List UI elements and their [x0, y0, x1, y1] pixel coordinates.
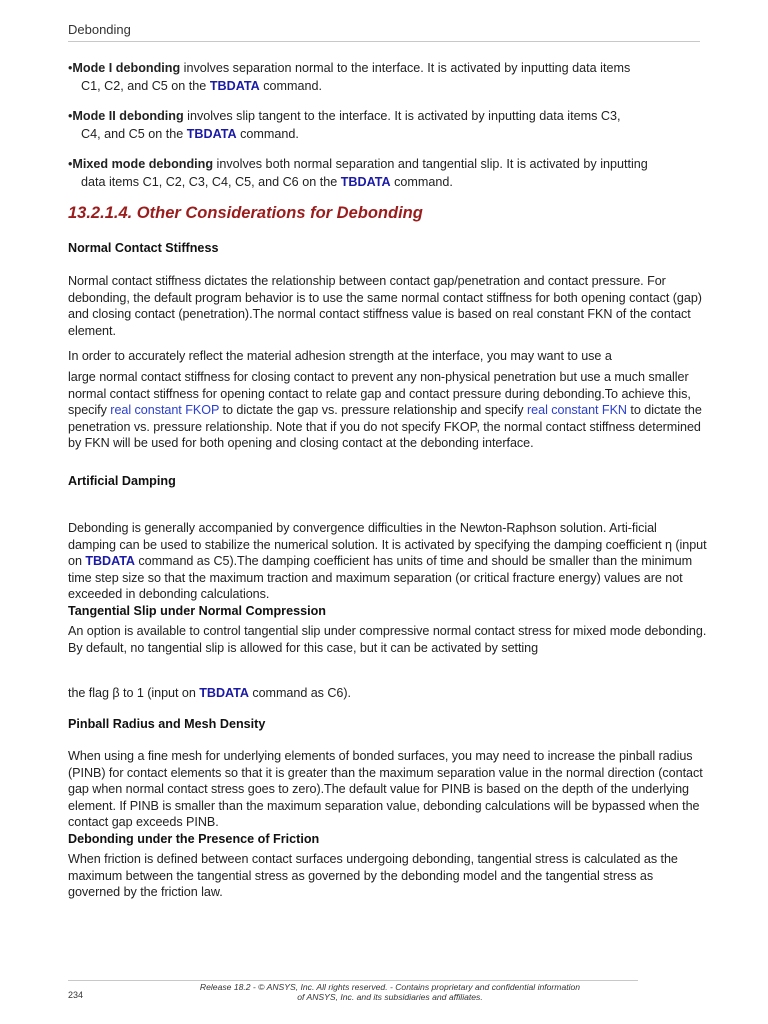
running-header: Debonding: [68, 22, 131, 37]
tbdata-link[interactable]: TBDATA: [186, 127, 237, 141]
subheading-friction: Debonding under the Presence of Friction: [68, 832, 320, 846]
paragraph-normal-contact-2-line1: In order to accurately reflect the material adhesion strength at the interface, you may want to use a: [68, 349, 612, 363]
footer-divider: [68, 980, 638, 981]
paragraph-artificial-damping: [68, 520, 708, 603]
paragraph-text: Debonding is generally accompanied by convergence difficulties in the Newton-Raphson solution. Arti-ficial damping can be used to stabilize the numerical solution. It is activated by specifying the damping coefficient η (input on: [68, 521, 707, 568]
paragraph-text: large normal contact stiffness for closing contact to prevent any non-physical penetration but use a much smaller normal contact stiffness for opening contact to relate gap and contact pressure during debonding.To achieve this, specify: [68, 370, 691, 417]
subheading-normal-contact-stiffness: Normal Contact Stiffness: [68, 241, 219, 255]
paragraph-normal-contact-2: [68, 369, 708, 452]
tbdata-link[interactable]: TBDATA: [85, 554, 135, 568]
section-heading: 13.2.1.4. Other Considerations for Debonding: [68, 204, 423, 222]
bullet-text-line2: C1, C2, and C5 on the: [81, 79, 210, 93]
page-number: 234: [68, 990, 84, 1000]
link-real-constant-fkop[interactable]: real constant FKOP: [110, 403, 220, 417]
paragraph-friction: When friction is defined between contact surfaces undergoing debonding, tangential stress is calculated as the maximum between the tangential stress as governed by the debonding model and the tangential stress as governed by the friction law.: [68, 852, 678, 899]
bullet-lead: Mode I debonding: [72, 61, 181, 75]
paragraph-tangential-slip: An option is available to control tangential slip under compressive normal contact stress for mixed mode debonding. By default, no tangential slip is allowed for this case, but it can be activated by setting: [68, 624, 707, 655]
bullet-text: involves separation normal to the interface. It is activated by inputting data items: [180, 61, 631, 75]
paragraph-text: the flag β to 1 (input on: [68, 686, 200, 700]
bullet-lead: Mixed mode debonding: [72, 157, 214, 171]
bullet-text: involves slip tangent to the interface. It is activated by inputting data items C3,: [183, 109, 621, 123]
link-real-constant-fkn[interactable]: real constant FKN: [527, 403, 627, 417]
bullet-mode-1: •Mode I debonding involves separation normal to the interface. It is activated by inputting data items C1, C2, and C5 on the TBDATA command.: [68, 61, 631, 93]
tbdata-link[interactable]: TBDATA: [209, 79, 260, 93]
bullet-text-line2: data items C1, C2, C3, C4, C5, and C6 on the: [81, 175, 341, 189]
paragraph-text: command as C6).: [248, 686, 351, 700]
subheading-tangential-slip: Tangential Slip under Normal Compression: [68, 604, 326, 618]
footer-copyright: [190, 982, 590, 1002]
bullet-mode-2: •Mode II debonding involves slip tangent to the interface. It is activated by inputting data items C3, C4, and C5 on the TBDATA command.: [68, 109, 621, 141]
bullet-text-end: command.: [390, 175, 453, 189]
bullet-text-line2: C4, and C5 on the: [81, 127, 187, 141]
footer-line2: of ANSYS, Inc. and its subsidiaries and affiliates.: [297, 992, 483, 1002]
tbdata-link[interactable]: TBDATA: [340, 175, 391, 189]
paragraph-text: to dictate the penetration vs. pressure relationship. Note that if you do not specify FKOP, the normal contact stiffness determined by FKN will be used for both opening and closing contact at the debonding interface.: [68, 403, 702, 450]
bullet-mixed-mode: •Mixed mode debonding involves both normal separation and tangential slip. It is activated by inputting data items C1, C2, C3, C4, C5, and C6 on the TBDATA command.: [68, 157, 648, 189]
bullet-lead: Mode II debonding: [72, 109, 184, 123]
bullet-text-end: command.: [259, 79, 323, 93]
bullet-text-end: command.: [236, 127, 299, 141]
paragraph-pinball: When using a fine mesh for underlying elements of bonded surfaces, you may need to increase the pinball radius (PINB) for contact elements so that it is greater than the maximum separation value in the normal direction (contact gap when normal contact stress goes to zero).The default value for PINB is based on the depth of the underlying element. If PINB is smaller than the maximum separation value, debonding calculations will be bypassed when the contact gap exceeds PINB.: [68, 749, 703, 829]
header-divider: [68, 41, 700, 42]
subheading-artificial-damping: Artificial Damping: [68, 474, 176, 488]
bullet-text: involves both normal separation and tangential slip. It is activated by inputting: [213, 157, 648, 171]
paragraph-text: to dictate the gap vs. pressure relationship and specify: [219, 403, 528, 417]
footer-line1: Release 18.2 - © ANSYS, Inc. All rights reserved. - Contains proprietary and confidential information: [199, 982, 581, 992]
paragraph-text: command as C5).The damping coefficient has units of time and should be smaller than the minimum time step size so that the maximum traction and maximum separation (or critical fracture energy) values are not exceeded in debonding calculations.: [68, 554, 693, 601]
subheading-pinball-radius: Pinball Radius and Mesh Density: [68, 717, 266, 731]
paragraph-normal-contact-1: Normal contact stiffness dictates the relationship between contact gap/penetration and contact pressure. For debonding, the default program behavior is to use the same normal contact stiffness for both opening contact (gap) and closing contact (penetration).The normal contact stiffness value is based on real constant FKN of the contact element.: [68, 274, 702, 338]
paragraph-tangential-flag: [68, 685, 708, 702]
tbdata-link[interactable]: TBDATA: [199, 686, 249, 700]
